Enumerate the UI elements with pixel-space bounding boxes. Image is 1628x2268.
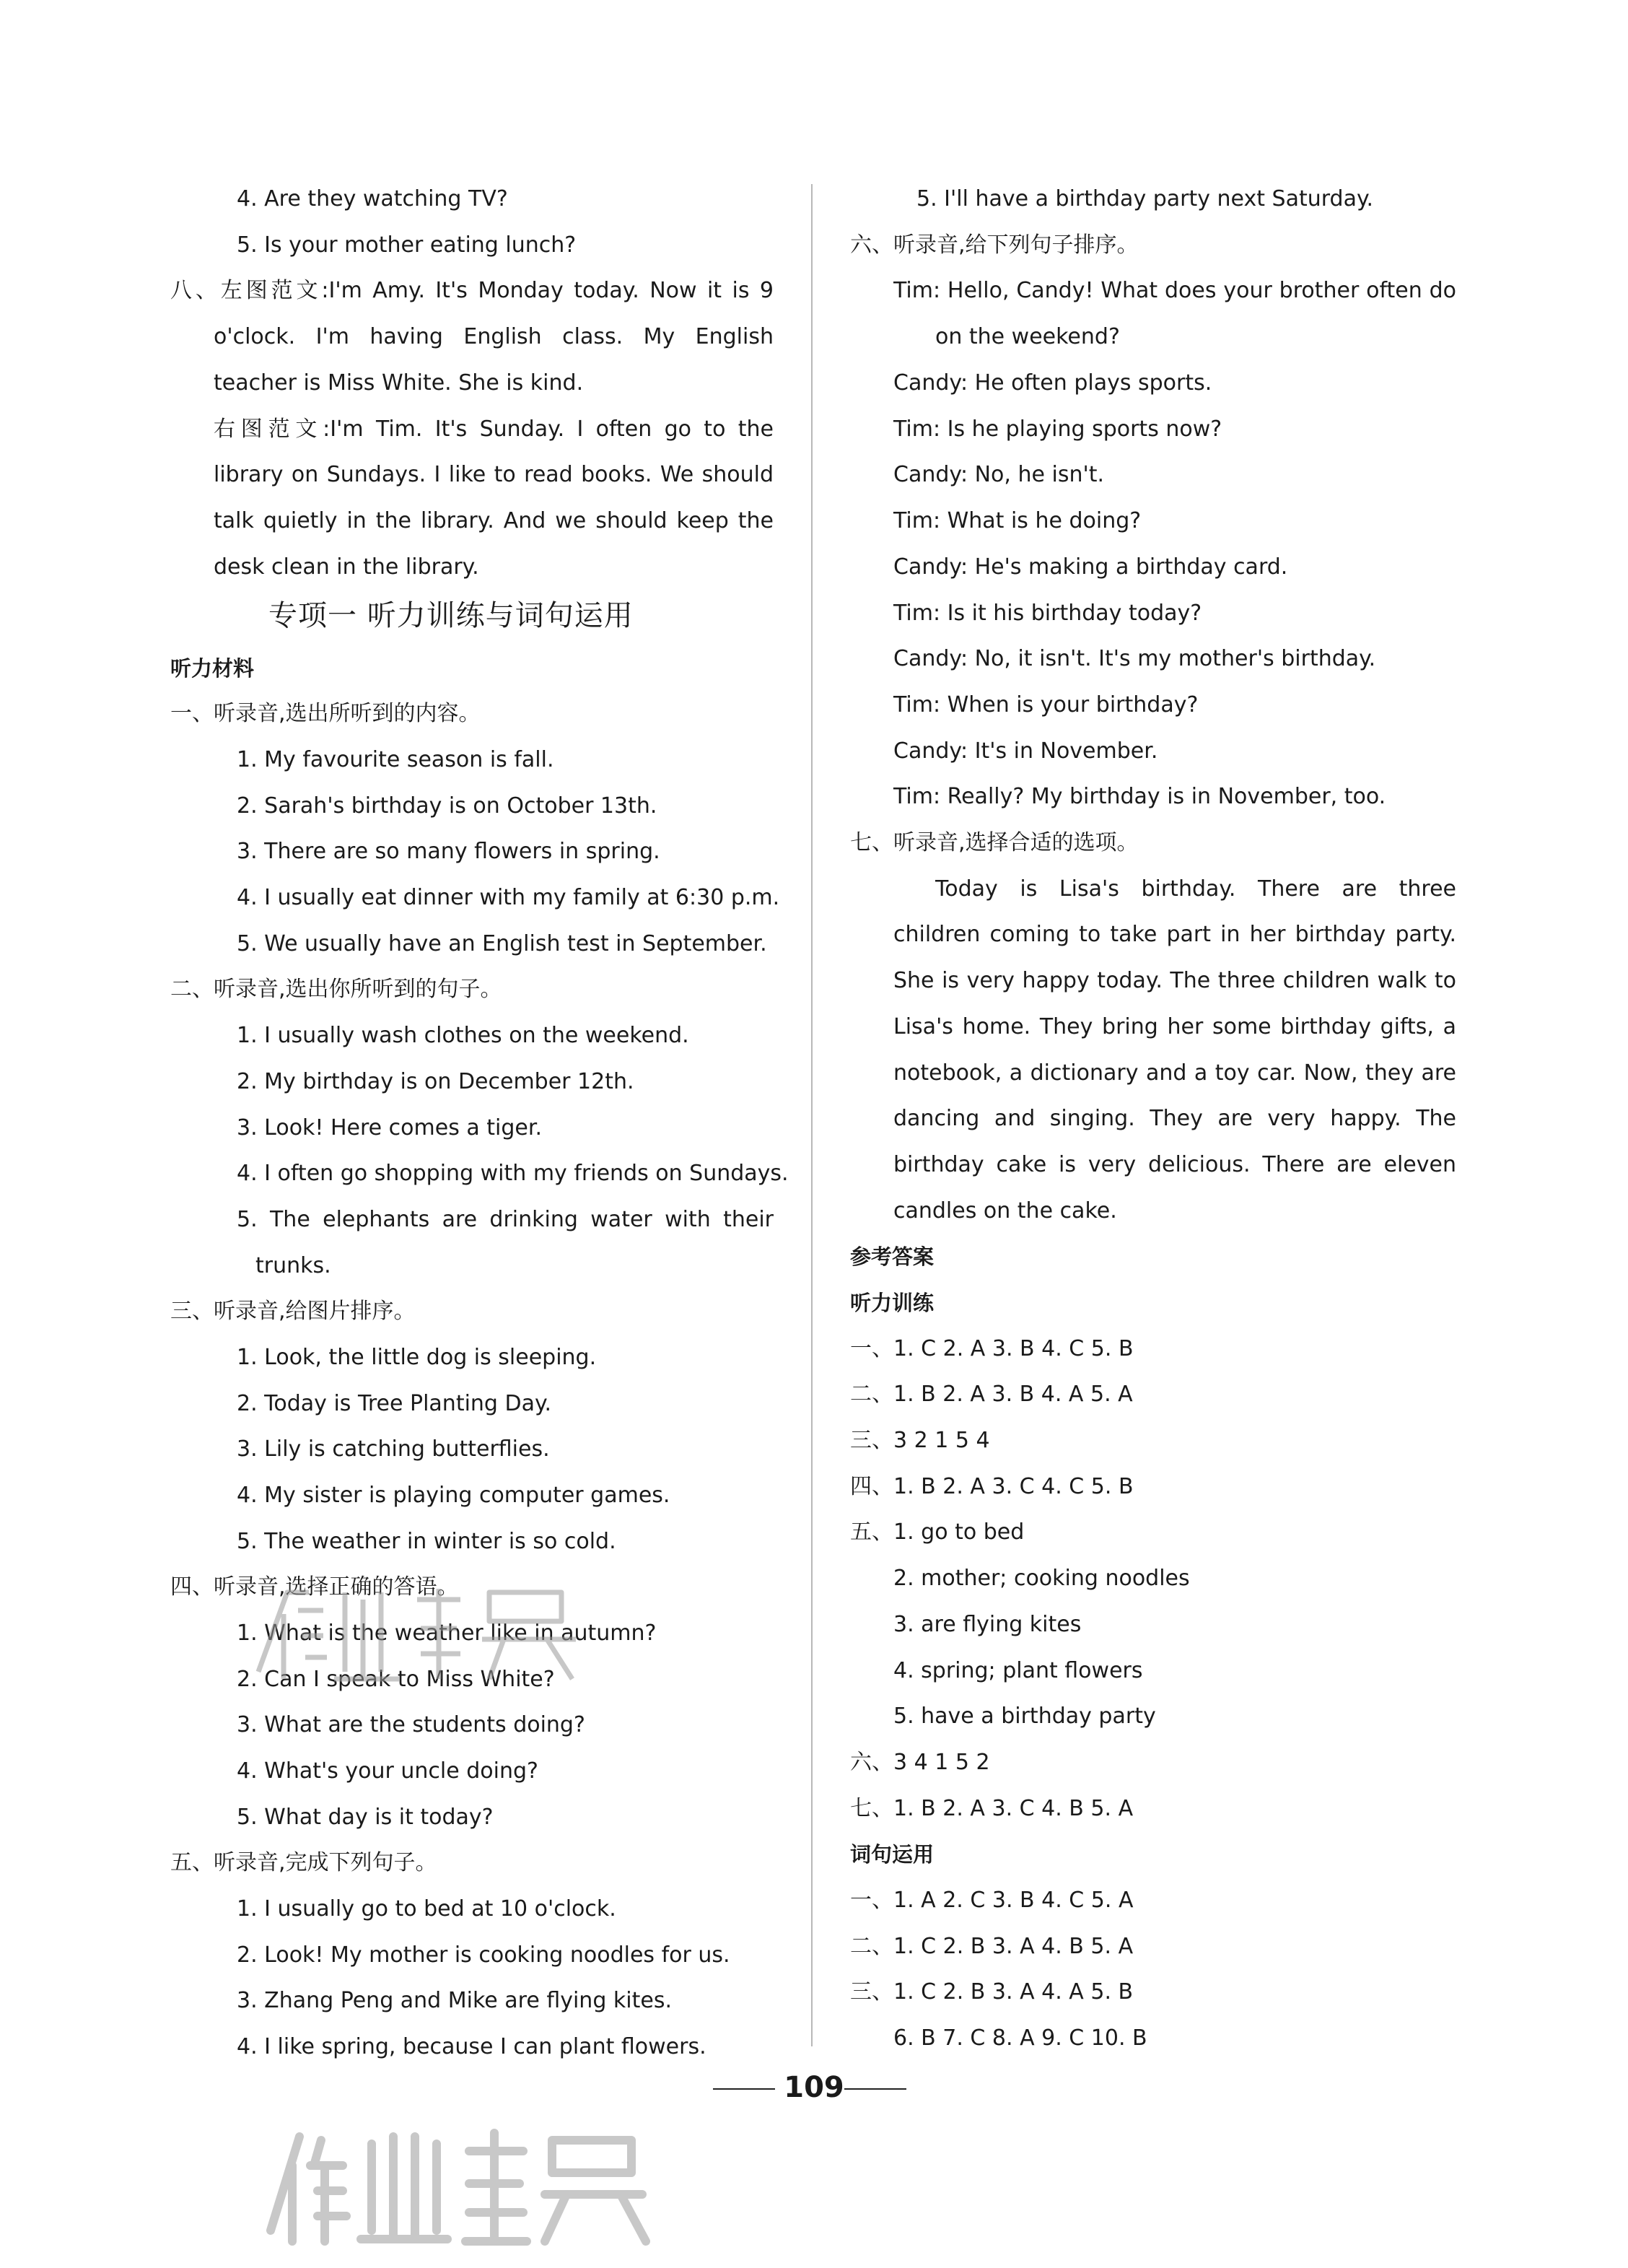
- left-column-line: 2. My birthday is on December 12th.: [237, 1069, 634, 1094]
- right-column-line: 二、1. C 2. B 3. A 4. B 5. A: [850, 1934, 1134, 1959]
- left-column-line: 五、听录音,完成下列句子。: [170, 1850, 437, 1875]
- column-divider: [811, 184, 813, 2046]
- left-column-line: 4. I usually eat dinner with my family at 6:30 p.m.: [237, 885, 780, 910]
- left-column-line: 1. What is the weather like in autumn?: [237, 1621, 657, 1646]
- left-column-line: 右图范文:I'm Tim. It's Sunday. I often go to the: [214, 416, 774, 442]
- right-column-line: Tim: When is your birthday?: [893, 692, 1199, 718]
- right-column-line: on the weekend?: [935, 324, 1120, 349]
- right-column-line: Tim: Hello, Candy! What does your brother often do: [893, 278, 1456, 303]
- page-number-block: [0, 2066, 1628, 2109]
- left-column-line: 1. I usually wash clothes on the weekend.: [237, 1023, 689, 1048]
- left-column-line: desk clean in the library.: [214, 554, 479, 580]
- left-column-line: 4. I often go shopping with my friends on Sundays.: [237, 1161, 789, 1186]
- right-column-line: 5. have a birthday party: [893, 1704, 1156, 1729]
- right-column-line: 七、听录音,选择合适的选项。: [850, 830, 1139, 855]
- right-column-line: 3. are flying kites: [893, 1612, 1082, 1637]
- page-number-rule-left: [713, 2088, 775, 2090]
- right-column-line: 四、1. B 2. A 3. C 4. C 5. B: [850, 1474, 1134, 1499]
- watermark-icon: [249, 2115, 653, 2252]
- right-column-line: birthday cake is very delicious. There are eleven: [893, 1152, 1456, 1177]
- right-column-line: 二、1. B 2. A 3. B 4. A 5. A: [850, 1382, 1133, 1407]
- left-column-line: 5. The elephants are drinking water with their: [237, 1207, 774, 1232]
- right-column-line: 2. mother; cooking noodles: [893, 1566, 1190, 1591]
- left-column-line: 一、听录音,选出所听到的内容。: [170, 701, 481, 726]
- left-column-line: 二、听录音,选出你所听到的句子。: [170, 977, 502, 1002]
- watermark-logo: [249, 2115, 653, 2252]
- left-column-line: 5. We usually have an English test in September.: [237, 931, 767, 956]
- right-column-line: 六、3 4 1 5 2: [850, 1750, 990, 1775]
- left-column-line: o'clock. I'm having English class. My English: [214, 324, 774, 349]
- watermark-logo-mid: [244, 1571, 598, 1693]
- right-column-line: She is very happy today. The three children walk to: [893, 968, 1456, 993]
- right-column-line: 一、1. C 2. A 3. B 4. C 5. B: [850, 1336, 1134, 1361]
- left-column-line: talk quietly in the library. And we should keep the: [214, 508, 774, 533]
- left-column-line: library on Sundays. I like to read books. We should: [214, 462, 774, 487]
- page-number: 109: [784, 2071, 844, 2104]
- right-column-line: 词句运用: [850, 1842, 935, 1867]
- right-column-line: 六、听录音,给下列句子排序。: [850, 232, 1139, 258]
- right-column-line: Candy: No, he isn't.: [893, 462, 1105, 487]
- right-column-line: Today is Lisa's birthday. There are three: [935, 876, 1456, 902]
- right-column-line: Candy: He's making a birthday card.: [893, 554, 1288, 580]
- right-column-line: 5. I'll have a birthday party next Saturday.: [916, 186, 1373, 211]
- left-column-line: 3. Look! Here comes a tiger.: [237, 1115, 543, 1140]
- left-column-line: teacher is Miss White. She is kind.: [214, 370, 584, 396]
- left-column-line: 三、听录音,给图片排序。: [170, 1299, 416, 1324]
- left-column-line: 四、听录音,选择正确的答语。: [170, 1574, 459, 1600]
- left-column-line: 2. Look! My mother is cooking noodles for us.: [237, 1942, 730, 1968]
- left-column-line: 4. Are they watching TV?: [237, 186, 508, 211]
- left-column-line: 3. There are so many flowers in spring.: [237, 839, 660, 864]
- right-column-line: Candy: He often plays sports.: [893, 370, 1212, 396]
- right-column-line: Lisa's home. They bring her some birthday gifts, a: [893, 1014, 1456, 1039]
- left-column-line: 3. What are the students doing?: [237, 1712, 585, 1737]
- left-column-line: 5. The weather in winter is so cold.: [237, 1529, 616, 1554]
- right-column-line: 三、1. C 2. B 3. A 4. A 5. B: [850, 1979, 1134, 2005]
- left-column-line: 5. Is your mother eating lunch?: [237, 232, 577, 258]
- left-column-line: 5. What day is it today?: [237, 1805, 494, 1830]
- left-column-line: 3. Zhang Peng and Mike are flying kites.: [237, 1988, 672, 2013]
- right-column-line: 参考答案: [850, 1244, 935, 1269]
- right-column-line: Candy: No, it isn't. It's my mother's birthday.: [893, 646, 1376, 671]
- right-column-line: Tim: Really? My birthday is in November, too.: [893, 784, 1386, 809]
- right-column-line: 一、1. A 2. C 3. B 4. C 5. A: [850, 1888, 1134, 1913]
- right-column-line: Candy: It's in November.: [893, 738, 1158, 764]
- right-column-line: dancing and singing. They are very happy. The: [893, 1106, 1456, 1131]
- right-column-line: Tim: Is it his birthday today?: [893, 601, 1202, 626]
- left-column-line: 1. I usually go to bed at 10 o'clock.: [237, 1896, 616, 1922]
- left-column-line: 2. Sarah's birthday is on October 13th.: [237, 793, 657, 819]
- section-title: 专项一 听力训练与词句运用: [268, 599, 634, 632]
- right-column-line: 6. B 7. C 8. A 9. C 10. B: [893, 2025, 1147, 2051]
- right-column-line: 五、1. go to bed: [850, 1519, 1025, 1545]
- left-column-line: 1. Look, the little dog is sleeping.: [237, 1345, 597, 1370]
- right-column-line: children coming to take part in her birthday party.: [893, 922, 1456, 947]
- right-column-line: Tim: What is he doing?: [893, 508, 1142, 533]
- watermark-mid-icon: [244, 1571, 598, 1693]
- left-column-line: 听力材料: [170, 656, 255, 681]
- left-column-line: 八、左图范文:I'm Amy. It's Monday today. Now it is 9: [170, 278, 774, 303]
- right-column-line: 七、1. B 2. A 3. C 4. B 5. A: [850, 1796, 1134, 1821]
- right-column-line: 听力训练: [850, 1291, 935, 1315]
- right-column-line: Tim: Is he playing sports now?: [893, 416, 1222, 442]
- left-column-line: 1. My favourite season is fall.: [237, 747, 554, 772]
- left-column-line: 3. Lily is catching butterflies.: [237, 1436, 550, 1462]
- left-column-line: 4. What's your uncle doing?: [237, 1758, 538, 1784]
- left-column-line: 4. My sister is playing computer games.: [237, 1483, 670, 1508]
- right-column-line: candles on the cake.: [893, 1198, 1117, 1224]
- page-number-rule-right: [844, 2088, 906, 2090]
- right-column-line: 三、3 2 1 5 4: [850, 1428, 990, 1453]
- right-column-line: 4. spring; plant flowers: [893, 1658, 1143, 1683]
- left-column-line: 4. I like spring, because I can plant flowers.: [237, 2034, 706, 2059]
- left-column-line: 2. Can I speak to Miss White?: [237, 1667, 555, 1692]
- left-column-line: 2. Today is Tree Planting Day.: [237, 1391, 552, 1416]
- left-column-line: trunks.: [255, 1253, 331, 1278]
- right-column-line: notebook, a dictionary and a toy car. Now, they are: [893, 1060, 1456, 1086]
